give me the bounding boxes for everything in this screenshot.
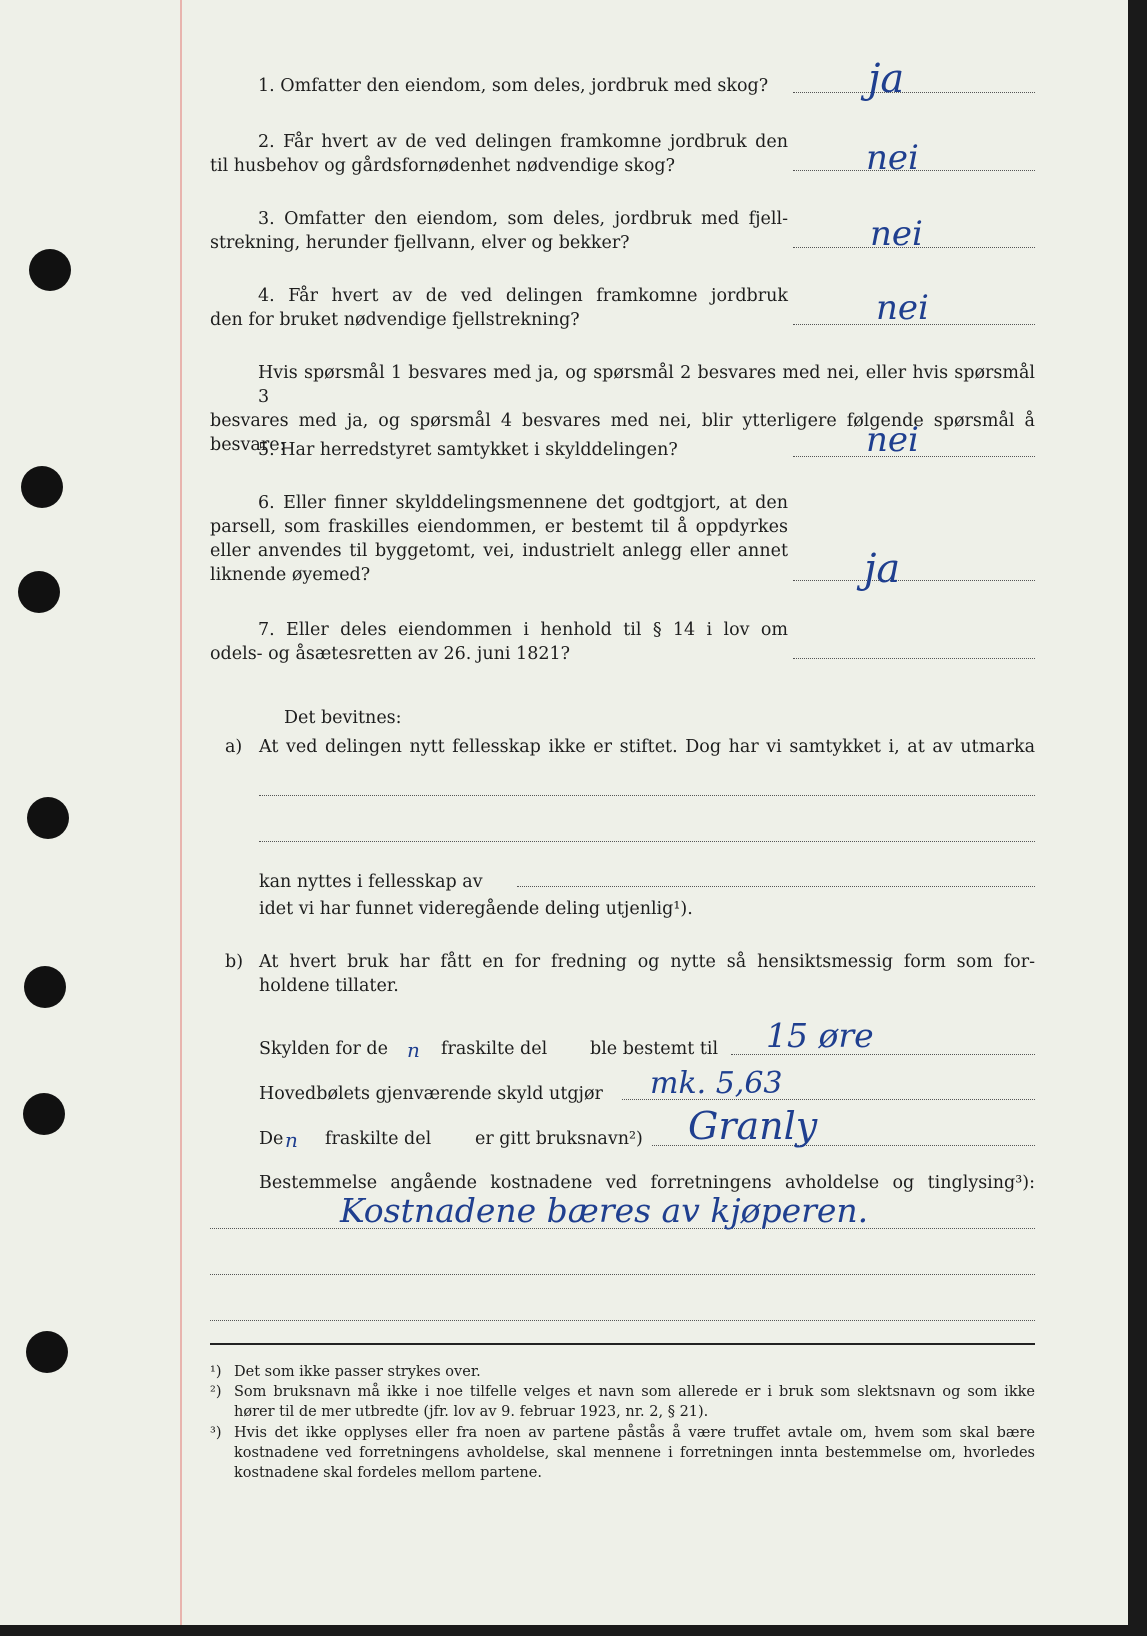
skyld-value: 15 øre — [766, 1016, 874, 1055]
answer-line-6[interactable] — [793, 580, 1035, 581]
punch-hole — [18, 571, 60, 613]
answer-5: nei — [866, 420, 919, 460]
footnote-separator — [210, 1343, 1035, 1345]
kost-line-2[interactable] — [210, 1274, 1035, 1275]
answer-1: ja — [868, 56, 905, 102]
question-1: 1. Omfatter den eiendom, som deles, jordbruk med skog? — [258, 76, 769, 96]
item-b-text: At hvert bruk har fått en for fredning og nytte så hensiktsmessig form som for- holdene tillater. — [259, 952, 1035, 996]
punch-hole — [29, 249, 71, 291]
item-a-line-1[interactable] — [259, 795, 1035, 796]
question-6: 6. Eller finner skylddelingsmennene det godtgjort, at den parsell, som fraskilles eiendommen, er bestemt til å oppdyrkes eller anvendes til byggetomt, vei, industrielt anlegg eller annet liknende øyemed? — [210, 493, 788, 585]
kost-value: Kostnadene bæres av kjøperen. — [340, 1191, 869, 1230]
skyld-handwritten-n: n — [407, 1038, 420, 1062]
answer-line-7[interactable] — [793, 658, 1035, 659]
answer-2: nei — [866, 138, 919, 178]
common-use-label: kan nyttes i fellesskap av — [259, 872, 483, 892]
kost-label: Bestemmelse angående kostnadene ved forretningens avholdelse og tinglysing³): — [259, 1173, 1035, 1193]
answer-6: ja — [864, 546, 901, 592]
punch-hole — [26, 1331, 68, 1373]
question-5: 5. Har herredstyret samtykket i skylddelingen? — [258, 440, 678, 460]
question-4: 4. Får hvert av de ved delingen framkomne jordbruk den for bruket nødvendige fjellstrekning? — [210, 286, 788, 330]
punch-hole — [24, 966, 66, 1008]
kost-line-3[interactable] — [210, 1320, 1035, 1321]
footnote-2: ²) Som bruksnavn må ikke i noe tilfelle velges et navn som allerede er i bruk som slektsnavn og som ikke hører til de mer utbredte (jfr. lov av 9. februar 1923, nr. 2, § 21). — [210, 1384, 1035, 1420]
punch-hole — [27, 797, 69, 839]
skyld-label-a: Skylden for de — [259, 1039, 388, 1059]
hoved-value: mk. 5,63 — [650, 1066, 783, 1101]
item-b-label: b) — [225, 952, 244, 972]
navn-label-a: De — [259, 1129, 284, 1149]
question-3: 3. Omfatter den eiendom, som deles, jordbruk med fjell- strekning, herunder fjellvann, elver og bekker? — [210, 209, 788, 253]
navn-label-b: fraskilte del — [325, 1129, 432, 1149]
navn-label-c: er gitt bruksnavn²) — [475, 1129, 643, 1149]
hoved-label: Hovedbølets gjenværende skyld utgjør — [259, 1084, 603, 1104]
condition-text: Hvis spørsmål 1 besvares med ja, og spørsmål 2 besvares med nei, eller hvis spørsmål 3 besvares med ja, og spørsmål 4 besvares med nei, blir ytterligere følgende spørsmål å besvare: — [210, 363, 1035, 455]
skyld-label-b: fraskilte del — [441, 1039, 548, 1059]
item-a-text: At ved delingen nytt fellesskap ikke er stiftet. Dog har vi samtykket i, at av utmarka — [259, 737, 1035, 757]
skyld-label-c: ble bestemt til — [590, 1039, 719, 1059]
item-a-label: a) — [225, 737, 243, 757]
footnote-1: ¹) Det som ikke passer strykes over. — [210, 1364, 481, 1380]
punch-hole — [21, 466, 63, 508]
attestation-intro: Det bevitnes: — [284, 708, 402, 728]
item-a-reason: idet vi har funnet videregående deling utjenlig¹). — [259, 899, 693, 919]
question-2: 2. Får hvert av de ved delingen framkomne jordbruk den til husbehov og gårdsfornødenhet nødvendige skog? — [210, 132, 788, 176]
margin-line — [180, 0, 182, 1625]
footnote-3: ³) Hvis det ikke opplyses eller fra noen av partene påstås å være truffet avtale om, hvem som skal bære kostnadene ved forretningens avholdelse, skal mennene i forretningen innta bestemmelse om, hvorledes kostnadene skal fordeles mellom partene. — [210, 1425, 1035, 1481]
punch-hole — [23, 1093, 65, 1135]
navn-handwritten-n: n — [285, 1128, 298, 1152]
answer-4: nei — [876, 288, 929, 328]
item-a-line-2[interactable] — [259, 841, 1035, 842]
question-7: 7. Eller deles eiendommen i henhold til § 14 i lov om odels- og åsætesretten av 26. juni 1821? — [210, 620, 788, 664]
navn-value: Granly — [688, 1104, 818, 1148]
answer-3: nei — [870, 214, 923, 254]
answer-line-1[interactable] — [793, 92, 1035, 93]
common-use-line[interactable] — [517, 886, 1035, 887]
